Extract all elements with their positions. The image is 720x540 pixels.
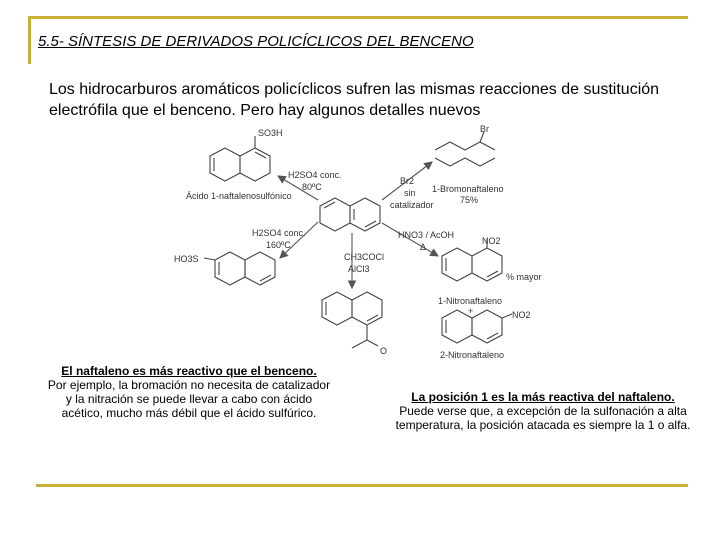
bromonaphthalene-structure [435,132,495,166]
naphthalene-center [320,198,380,231]
heat-label: Δ [420,242,427,252]
br2-label: Br2 [400,176,415,186]
acetyl-chloride-label: CH3COCl [344,252,385,262]
nitronaphthalene-2-structure [442,310,512,343]
reactivity-note-body: Por ejemplo, la bromación no necesita de catalizador y la nitración se puede llevar a cabo con ácido acético, mucho más débil que el ácido sulfúrico. [47,378,331,420]
bromonaphthalene-yield: 75% [460,195,479,205]
temp-160-label: 160ºC [266,240,291,250]
h2so4-160-label: H2SO4 conc. [252,228,306,238]
nitronaphthalene-1-name: 1-Nitronaftaleno [438,296,503,306]
acetylnaphthalene-structure [322,292,382,348]
sulfonic-acid-1-structure [210,136,270,181]
h2so4-80-label: H2SO4 conc. [288,170,342,180]
frame-top-rule [30,16,688,19]
intro-paragraph: Los hidrocarburos aromáticos policíclicos sufren las mismas reacciones de sustitución electrófila que el benceno. Pero hay algunos detalles nuevos [49,81,660,119]
br-label: Br [480,124,489,134]
reaction-scheme [170,124,542,360]
no2-major-label: NO2 [482,236,501,246]
no-catalyst-label-2: catalizador [390,200,434,210]
so3h-top-label: SO3H [258,128,283,138]
slide-title: 5.5- SÍNTESIS DE DERIVADOS POLICÍCLICOS DEL BENCENO [38,33,474,50]
reactivity-note [44,364,334,420]
sulfonic-acid-1-name: Ácido 1-naftalenosulfónico [186,191,292,201]
nitronaphthalene-2-name: 2-Nitronaftaleno [440,350,505,360]
frame-left-rule [28,16,31,64]
no-catalyst-label-1: sin [404,188,416,198]
ho3s-label: HO3S [174,254,199,264]
temp-80-label: 80ºC [302,182,322,192]
alcl3-label: AlCl3 [348,264,370,274]
major-percent-label: % mayor [506,272,542,282]
sulfonic-acid-2-structure [204,252,275,285]
hno3-label: HNO3 / AcOH [398,230,455,240]
position-note-body: Puede verse que, a excepción de la sulfonación a alta temperatura, la posición atacada es siempre la 1 o alfa. [395,404,691,432]
position-note-heading: La posición 1 es la más reactiva del naftaleno. [411,390,675,404]
bromonaphthalene-name: 1-Bromonaftaleno [432,184,504,194]
frame-bottom-rule [36,484,688,487]
no2-minor-label: NO2 [512,310,531,320]
carbonyl-o-label: O [380,346,388,356]
plus-sign: + [468,306,474,316]
position-note [388,390,698,432]
reactivity-note-heading: El naftaleno es más reactivo que el benceno. [61,364,317,378]
